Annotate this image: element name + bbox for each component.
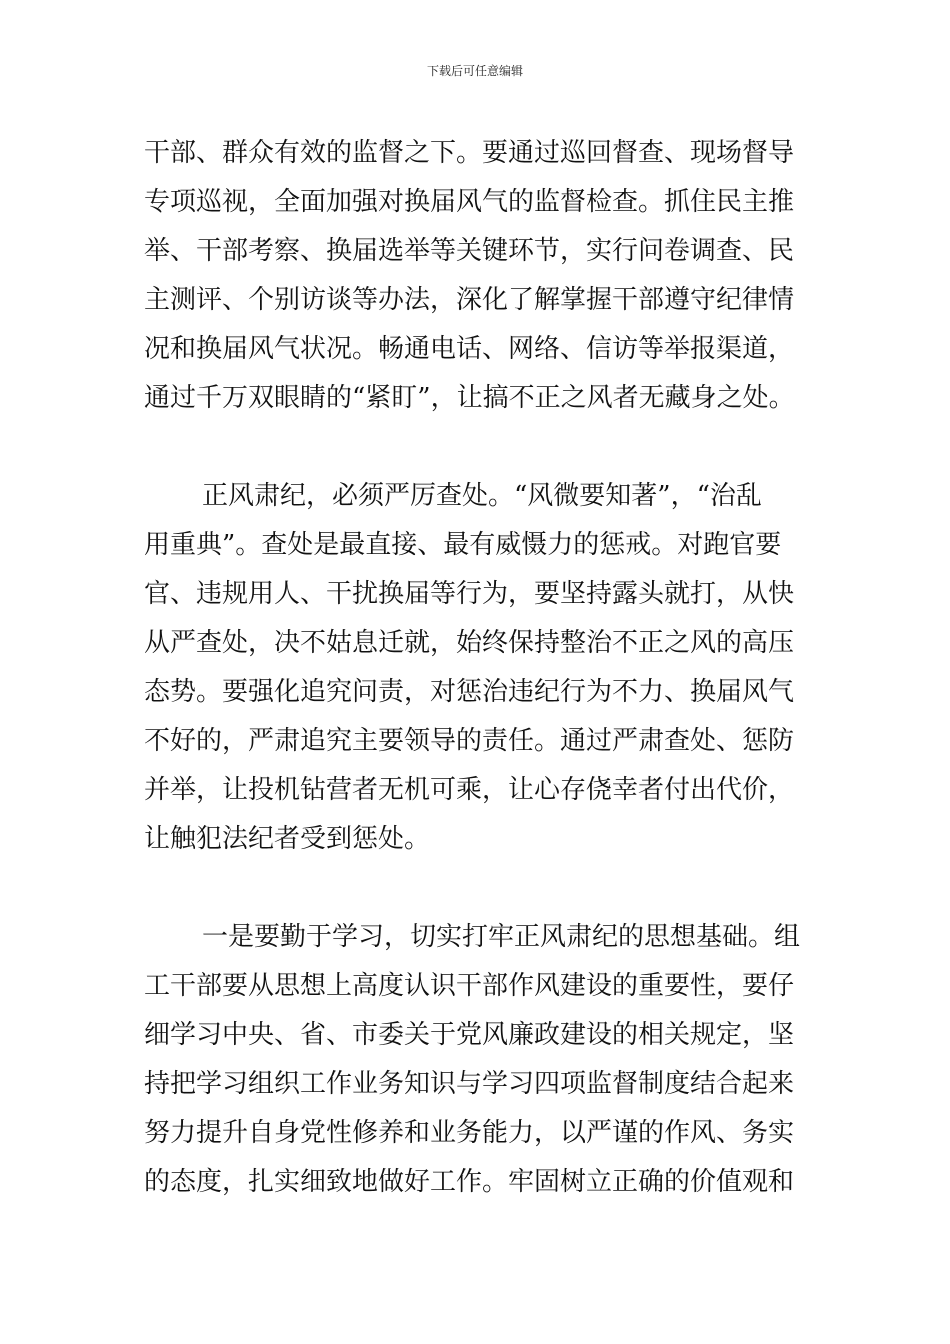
page-header: 下载后可任意编辑 xyxy=(426,64,523,78)
paragraph-gap xyxy=(144,864,808,913)
paragraph-2 xyxy=(144,472,808,864)
paragraph-line: 况和换届风气状况。畅通电话、网络、信访等举报渠道， xyxy=(144,334,795,364)
paragraph-3 xyxy=(144,913,808,1207)
paragraph-line: 态势。要强化追究问责，对惩治违纪行为不力、换届风气 xyxy=(144,677,795,707)
paragraph-line: 正风肃纪，必须严厉查处。“风微要知著”，“治乱 xyxy=(202,481,762,511)
paragraph-line: 努力提升自身党性修养和业务能力，以严谨的作风、务实 xyxy=(144,1118,795,1148)
paragraph-line: 干部、群众有效的监督之下。要通过巡回督查、现场督导 xyxy=(144,138,795,168)
paragraph-line: 工干部要从思想上高度认识干部作风建设的重要性，要仔 xyxy=(144,971,795,1001)
paragraph-line: 用重典”。查处是最直接、最有威慑力的惩戒。对跑官要 xyxy=(144,530,782,560)
paragraph-line: 通过千万双眼睛的“紧盯”，让搞不正之风者无藏身之处。 xyxy=(144,383,795,413)
paragraph-line: 举、干部考察、换届选举等关键环节，实行问卷调查、民 xyxy=(144,236,795,266)
paragraph-line: 让触犯法纪者受到惩处。 xyxy=(144,824,431,854)
paragraph-line: 细学习中央、省、市委关于党风廉政建设的相关规定，坚 xyxy=(144,1020,795,1050)
paragraph-line: 主测评、个别访谈等办法，深化了解掌握干部遵守纪律情 xyxy=(144,285,795,315)
paragraph-line: 官、违规用人、干扰换届等行为，要坚持露头就打，从快 xyxy=(144,579,795,609)
paragraph-line: 的态度，扎实细致地做好工作。牢固树立正确的价值观和 xyxy=(144,1167,795,1197)
paragraph-line: 并举，让投机钻营者无机可乘，让心存侥幸者付出代价， xyxy=(144,775,795,805)
paragraph-line: 一是要勤于学习，切实打牢正风肃纪的思想基础。组 xyxy=(202,922,801,952)
paragraph-line: 专项巡视，全面加强对换届风气的监督检查。抓住民主推 xyxy=(144,187,795,217)
paragraph-line: 从严查处，决不姑息迁就，始终保持整治不正之风的高压 xyxy=(144,628,795,658)
document-body xyxy=(144,129,808,1207)
paragraph-line: 持把学习组织工作业务知识与学习四项监督制度结合起来 xyxy=(144,1069,795,1099)
paragraph-gap xyxy=(144,423,808,472)
paragraph-1 xyxy=(144,129,808,423)
paragraph-line: 不好的，严肃追究主要领导的责任。通过严肃查处、惩防 xyxy=(144,726,795,756)
